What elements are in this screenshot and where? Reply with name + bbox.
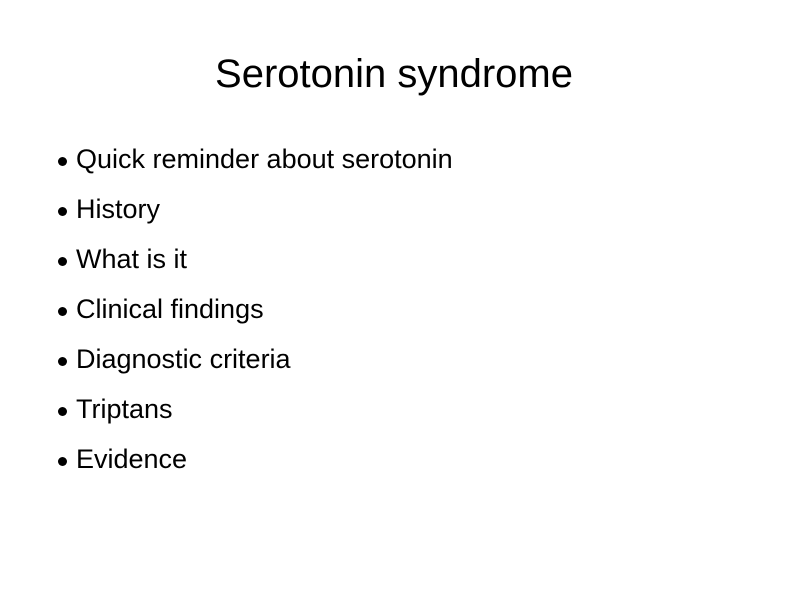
list-item [44, 434, 453, 484]
bullet-text: Quick reminder about serotonin [76, 144, 453, 174]
list-item [44, 284, 453, 334]
bullet-icon [58, 307, 67, 316]
bullet-icon [58, 157, 67, 166]
list-item [44, 384, 453, 434]
bullet-text: Diagnostic criteria [76, 344, 291, 374]
bullet-text: What is it [76, 244, 188, 274]
bullet-icon [58, 407, 67, 416]
slide-title: Serotonin syndrome [215, 52, 573, 96]
bullet-icon [58, 357, 67, 366]
list-item [44, 134, 453, 184]
list-item [44, 184, 453, 234]
bullet-icon [58, 257, 67, 266]
bullet-text: Clinical findings [76, 294, 264, 324]
list-item [44, 334, 453, 384]
bullet-text: Evidence [76, 444, 188, 474]
bullet-text: Triptans [76, 394, 173, 424]
bullet-text: History [76, 194, 161, 224]
bullet-list [44, 134, 453, 484]
list-item [44, 234, 453, 284]
bullet-icon [58, 207, 67, 216]
bullet-icon [58, 457, 67, 466]
